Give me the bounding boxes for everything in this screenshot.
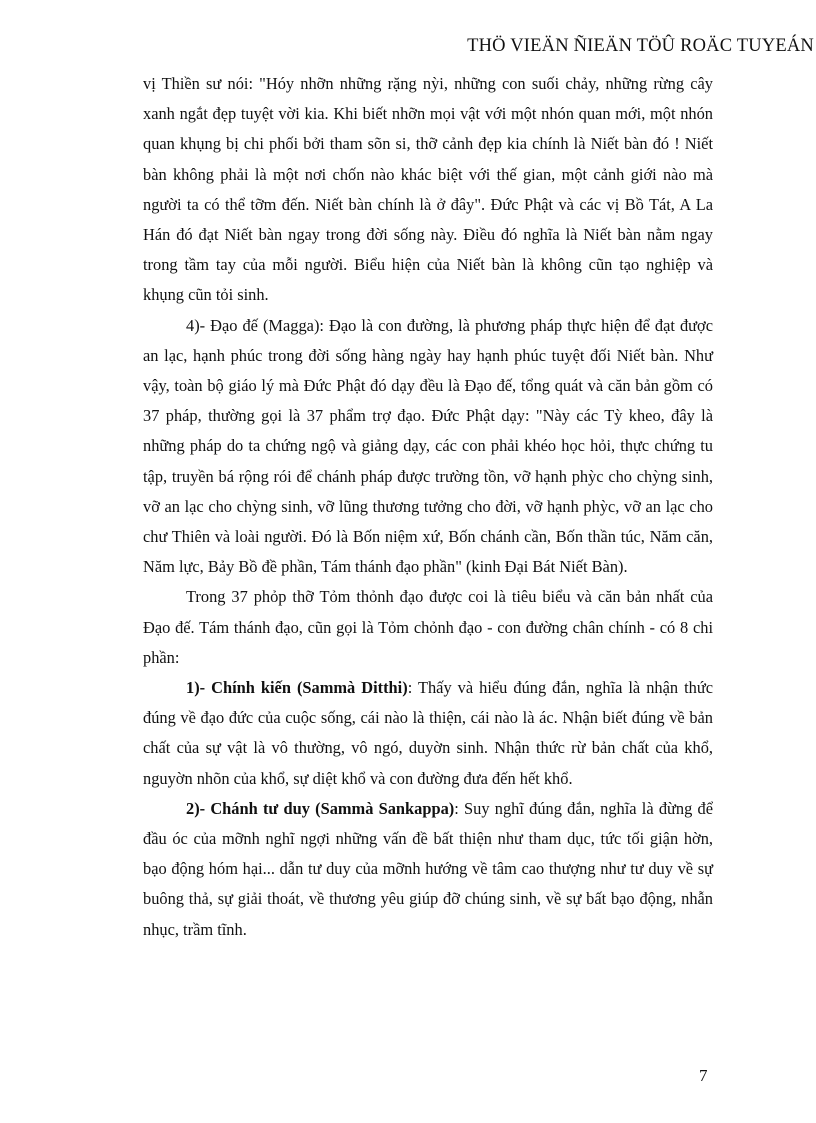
paragraph-eightfold-path-intro xyxy=(143,582,713,673)
paragraph-nirvana-description xyxy=(143,69,713,311)
paragraph-text: : Suy nghĩ đúng đắn, nghĩa là đừng để đầu óc của mỡnh nghĩ ngợi những vấn đề bất thiện như tham dục, tức tối giận hờn, bạo động hóm hại... dẫn tư duy của mỡnh hướng về tâm cao thượng như tư duy về sự buông thả, sự giải thoát, về thương yêu giúp đỡ chúng sinh, về sự bất bạo động, nhẫn nhục, trầm tĩnh. xyxy=(143,798,713,939)
paragraph-text: vị Thiền sư nói: "Hóy nhỡn những rặng nỳi, những con suối chảy, những rừng cây xanh ngắt đẹp tuyệt vời kia. Khi biết nhỡn mọi vật với một nhón quan mới, một nhón quan khụng bị chi phối bởi tham sõn si, thỡ cảnh đẹp kia chính là Niết bàn đó ! Niết bàn không phải là một nơi chốn nào khác biệt với thế gian, một cảnh giới nào mà người ta có thể tỡm đến. Niết bàn chính là ở đây". Đức Phật và các vị Bồ Tát, A La Hán đó đạt Niết bàn ngay trong đời sống này. Điều đó nghĩa là Niết bàn nằm ngay trong tầm tay của mỗi người. Biểu hiện của Niết bàn là không cũn tạo nghiệp và khụng cũn tỏi sinh. xyxy=(143,74,713,305)
page-number: 7 xyxy=(699,1066,708,1085)
term-heading: 2)- Chánh tư duy (Sammà Sankappa) xyxy=(186,798,455,818)
paragraph-magga xyxy=(143,311,713,583)
page-header-title: THÖ VIEÄN ÑIEÄN TÖÛ ROÄC TUYEÁN xyxy=(467,36,814,56)
paragraph-text: Trong 37 phỏp thỡ Tỏm thỏnh đạo được coi là tiêu biểu và căn bản nhất của Đạo đế. Tám thánh đạo, cũn gọi là Tỏm chỏnh đạo - con đường chân chính - có 8 chi phần: xyxy=(143,587,713,667)
paragraph-text: : Thấy và hiểu đúng đắn, nghĩa là nhận thức đúng về đạo đức của cuộc sống, cái nào là thiện, cái nào là ác. Nhận biết đúng về bản chất của sự vật là vô thường, vô ngó, duyờn sinh. Nhận thức rừ bản chất của khổ, nguyờn nhõn của khổ, sự diệt khổ và con đường đưa đến hết khổ. xyxy=(143,678,714,788)
paragraph-right-thought xyxy=(143,794,713,945)
page-body xyxy=(143,69,713,945)
paragraph-text: 4)- Đạo đế (Magga): Đạo là con đường, là phương pháp thực hiện để đạt được an lạc, hạnh phúc trong đời sống hàng ngày hay hạnh phúc tuyệt đối Niết bàn. Như vậy, toàn bộ giáo lý mà Đức Phật đó dạy đều là Đạo đế, tổng quát và căn bản gồm có 37 pháp, thường gọi là 37 phẩm trợ đạo. Đức Phật dạy: "Này các Tỳ kheo, đây là những pháp do ta chứng ngộ và giảng dạy, các con phải khéo học hỏi, thực chứng tu tập, truyền bá rộng rói để chánh pháp được trường tồn, vỡ hạnh phỳc cho chỳng sinh, vỡ an lạc cho chỳng sinh, vỡ lũng thương tưởng cho đời, vỡ hạnh phỳc, vỡ an lạc cho chư Thiên và loài người. Đó là Bốn niệm xứ, Bốn chánh cần, Bốn thần túc, Năm căn, Năm lực, Bảy Bồ đề phần, Tám thánh đạo phần" (kinh Đại Bát Niết Bàn). xyxy=(143,315,713,577)
paragraph-right-view xyxy=(143,673,713,794)
term-heading: 1)- Chính kiến (Sammà Ditthi) xyxy=(186,678,408,698)
